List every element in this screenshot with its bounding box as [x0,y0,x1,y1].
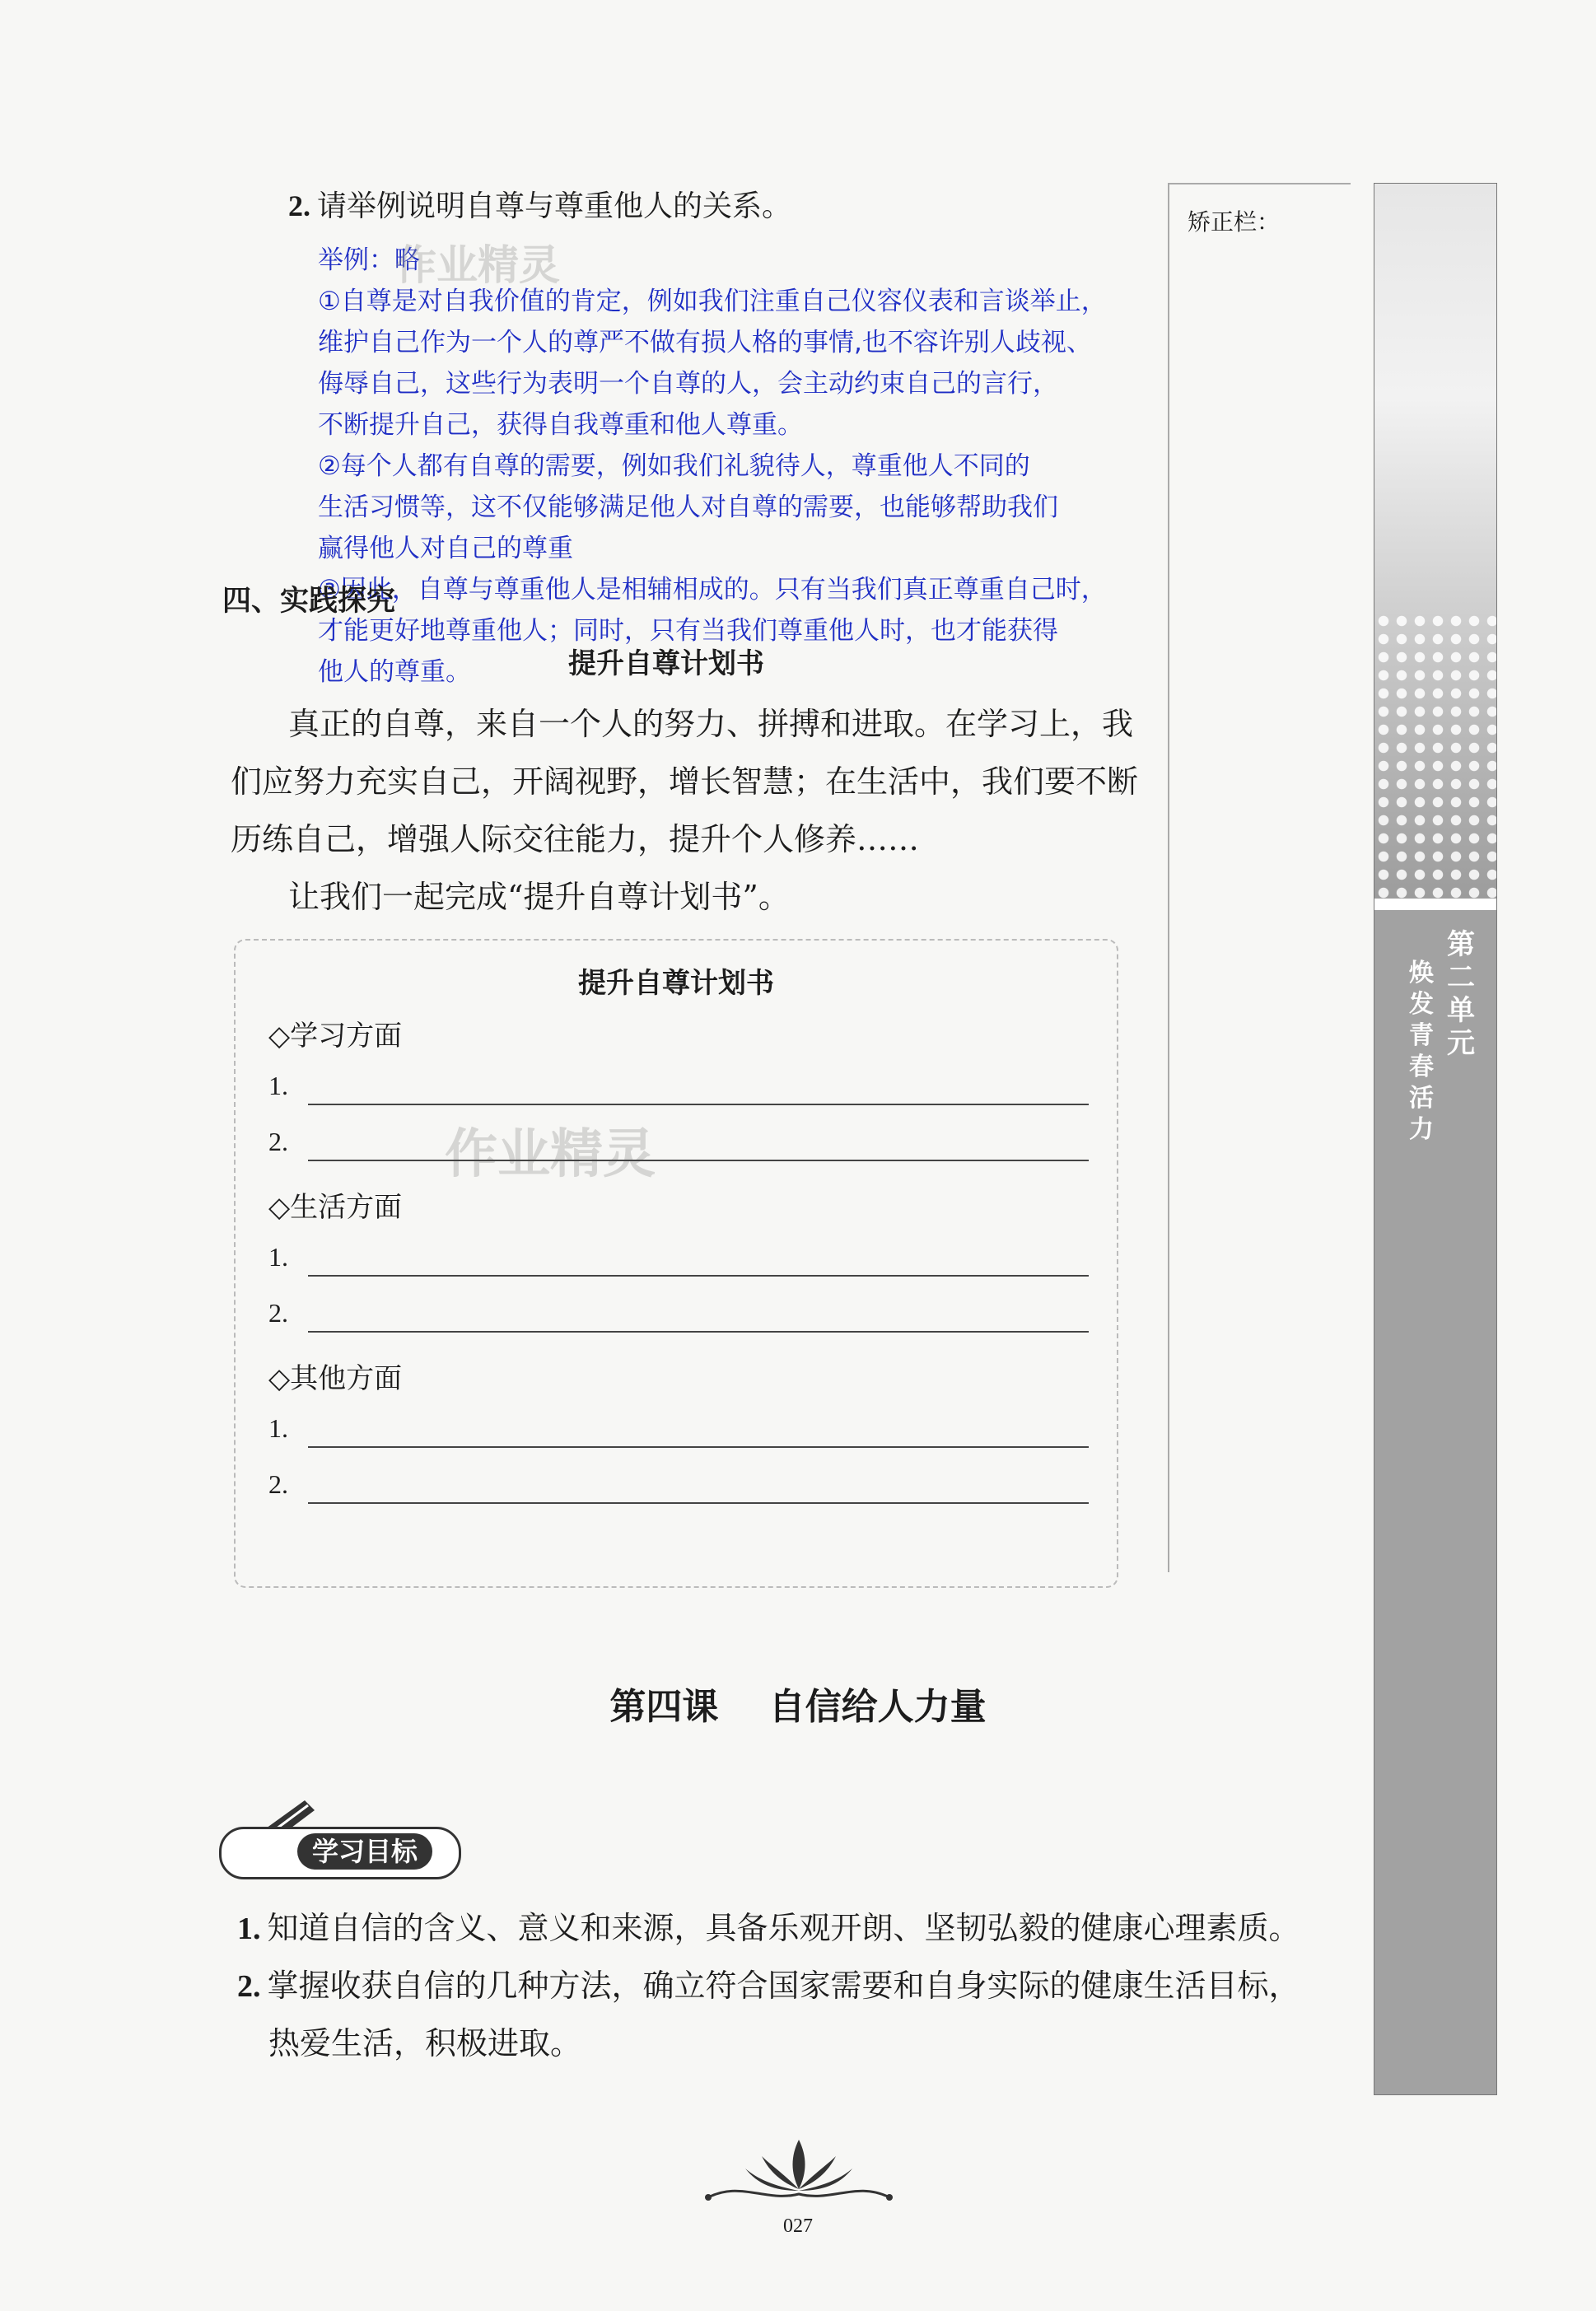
answer-line: ①自尊是对自我价值的肯定，例如我们注重自己仪容仪表和言谈举止， [318,287,1107,316]
correction-column [1168,183,1351,1572]
paragraph-line: 真正的自尊，来自一个人的努力、拼搏和进取。在学习上，我 [288,706,1134,742]
question-2 [288,183,791,225]
plan-input-line[interactable] [308,1502,1089,1504]
plan-title: 提升自尊计划书 [578,967,774,1000]
plan-item-number: 2. [268,1469,288,1499]
goal-continuation: 热爱生活，积极进取。 [268,2025,582,2061]
plan-item-number: 2. [268,1127,288,1156]
plan-section-heading: ◇学习方面 [268,1020,403,1053]
answer-line: 赢得他人对自己的尊重 [318,534,573,563]
goal-text: 掌握收获自信的几种方法，确立符合国家需要和自身实际的健康生活目标， [267,1968,1300,2004]
plan-form [234,939,1118,1588]
learning-goals-label: 学习目标 [297,1833,432,1870]
paragraph-line: 历练自己，增强人际交往能力，提升个人修养…… [231,821,920,857]
answer-line: ②每个人都有自尊的需要，例如我们礼貌待人，尊重他人不同的 [318,451,1030,481]
answer-line: 侮辱自己，这些行为表明一个自尊的人，会主动约束自己的言行， [318,369,1058,399]
plan-input-line[interactable] [308,1446,1089,1448]
goal-item [237,1902,1300,1948]
watermark: 作业精灵 [395,241,560,289]
goal-text: 知道自信的含义、意义和来源，具备乐观开朗、坚韧弘毅的健康心理素质。 [267,1910,1300,1946]
paragraph-line: 让我们一起完成“提升自尊计划书”。 [288,879,790,915]
sidebar-dot-pattern [1374,612,1496,899]
paragraph-line: 们应努力充实自己，开阔视野，增长智慧；在生活中，我们要不断 [231,763,1139,800]
lesson-title: 第四课 自信给人力量 [609,1686,987,1728]
section-heading: 四、实践探究 [222,585,396,618]
question-number: 2. [288,189,310,222]
answer-line: 他人的尊重。 [318,657,471,687]
section-title: 提升自尊计划书 [568,647,764,680]
plan-input-line[interactable] [308,1160,1089,1161]
unit-subtitle: 焕发青春活力 [1409,959,1434,1144]
plan-item-number: 1. [268,1071,288,1100]
correction-label: 矫正栏： [1188,208,1281,236]
watermark: 作业精灵 [445,1124,656,1185]
answer-line: 生活习惯等，这不仅能够满足他人对自尊的需要，也能够帮助我们 [318,493,1058,522]
answer-line: ③因此，自尊与尊重他人是相辅相成的。只有当我们真正尊重自己时， [318,575,1107,605]
plan-input-line[interactable] [308,1275,1089,1277]
plan-item-number: 1. [268,1242,288,1272]
answer-line: 维护自己作为一个人的尊严不做有损人格的事情,也不容许别人歧视、 [318,328,1092,357]
goal-number: 2. [237,1969,261,2004]
answer-example: 举例：略 [318,245,420,275]
unit-title: 第二单元 [1447,928,1475,1060]
learning-goals-badge [219,1827,461,1879]
unit-sidebar [1374,183,1497,2095]
plan-item-number: 1. [268,1413,288,1443]
goal-number: 1. [237,1912,261,1946]
plan-input-line[interactable] [308,1104,1089,1105]
question-text: 请举例说明自尊与尊重他人的关系。 [317,189,792,223]
floral-ornament-icon [692,2131,906,2206]
plan-item-number: 2. [268,1298,288,1328]
page-number: 027 [783,2215,813,2237]
plan-section-heading: ◇其他方面 [268,1362,403,1395]
answer-line: 不断提升自己，获得自我尊重和他人尊重。 [318,410,803,440]
answer-line: 才能更好地尊重他人；同时，只有当我们尊重他人时，也才能获得 [318,616,1058,646]
plan-section-heading: ◇生活方面 [268,1191,403,1224]
plan-input-line[interactable] [308,1331,1089,1333]
goal-item [237,1960,1300,2005]
